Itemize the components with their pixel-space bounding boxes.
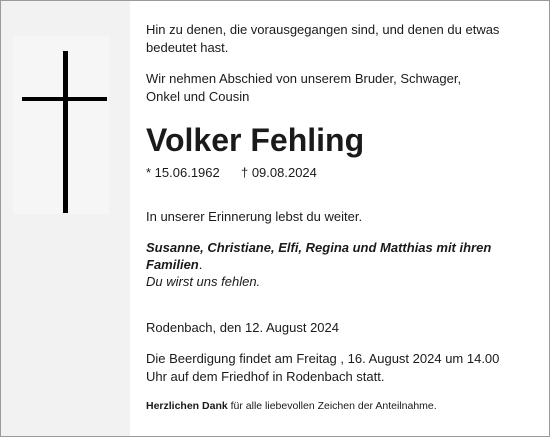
cross-icon-bar [22, 97, 107, 101]
funeral-line-2: Uhr auf dem Friedhof in Rodenbach statt. [146, 369, 385, 384]
deceased-name: Volker Fehling [146, 122, 365, 158]
birth-date: * 15.06.1962 [146, 165, 220, 180]
place-date: Rodenbach, den 12. August 2024 [146, 320, 339, 335]
family-line-2-punct: . [198, 257, 203, 272]
farewell-line-1: Wir nehmen Abschied von unserem Bruder, Schwager, [146, 71, 462, 86]
farewell-line-2: Onkel und Cousin [146, 89, 250, 104]
intro-line-2: bedeutet hast. [146, 40, 229, 55]
intro-line-1: Hin zu denen, die vorausgegangen sind, und denen du etwas [146, 22, 500, 37]
thanks-bold: Herzlichen Dank [146, 400, 228, 412]
memory-line: In unserer Erinnerung lebst du weiter. [146, 209, 363, 224]
family-line-2 [146, 256, 202, 273]
family-line-3: Du wirst uns fehlen. [146, 274, 261, 289]
family-line-1: Susanne, Christiane, Elfi, Regina und Matthias mit ihren [146, 240, 492, 255]
funeral-line-1: Die Beerdigung findet am Freitag , 16. August 2024 um 14.00 [146, 351, 500, 366]
family-line-2-text: Familien [146, 257, 199, 272]
death-date: † 09.08.2024 [240, 165, 317, 180]
cross-background [13, 36, 109, 214]
thanks-line [146, 398, 437, 415]
life-dates [146, 164, 317, 181]
thanks-rest: für alle liebevollen Zeichen der Anteilnahme. [227, 400, 437, 412]
cross-icon [63, 51, 68, 213]
left-panel [1, 1, 130, 436]
